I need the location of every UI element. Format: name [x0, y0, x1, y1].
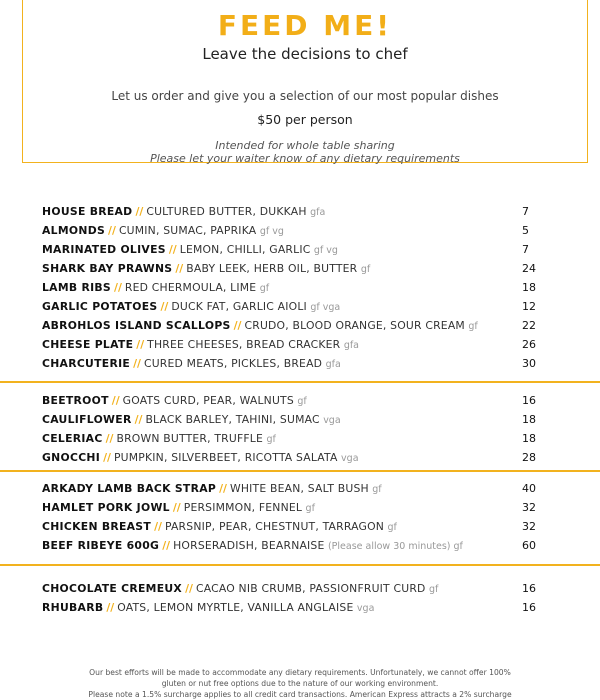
separator: // [160, 300, 169, 313]
dish-description: THREE CHEESES, BREAD CRACKER [147, 338, 341, 351]
dish-name: HAMLET PORK JOWL [42, 501, 170, 514]
feed-me-description: Let us order and give you a selection of our most popular dishes [111, 89, 499, 103]
dish-price: 28 [522, 451, 536, 464]
separator: // [162, 539, 171, 552]
menu-item [42, 499, 562, 517]
footer-line: gluten or nut free options due to the nature of our working environment. [161, 679, 439, 688]
section-divider [0, 470, 600, 472]
menu-item [42, 260, 562, 278]
menu-item [42, 430, 562, 448]
menu-item [42, 392, 562, 410]
separator: // [105, 432, 114, 445]
dish-price: 26 [522, 338, 536, 351]
dietary-tags: gf [468, 321, 478, 332]
dietary-tags: gf [259, 283, 270, 294]
dietary-tags: gf vg [313, 245, 338, 256]
dish-name: ALMONDS [42, 224, 106, 237]
separator: // [136, 338, 145, 351]
separator: // [185, 582, 193, 595]
dish-description: CULTURED BUTTER, DUKKAH [146, 205, 307, 218]
separator: // [168, 243, 177, 256]
dish-name: CHEESE PLATE [42, 338, 134, 351]
dish-description: BLACK BARLEY, TAHINI, SUMAC [145, 413, 320, 426]
feed-me-note-line1: Intended for whole table sharing [215, 139, 395, 152]
dietary-tags: gfa [325, 359, 341, 370]
footer-notice [40, 667, 560, 700]
dish-description: CURED MEATS, PICKLES, BREAD [143, 357, 323, 370]
dish-name: RHUBARB [42, 601, 104, 614]
menu-item [42, 203, 562, 221]
dietary-tags: (Please allow 30 minutes) gf [327, 541, 463, 552]
separator: // [172, 501, 181, 514]
dish-price: 30 [522, 357, 536, 370]
dish-price: 7 [522, 205, 529, 218]
dish-name: MARINATED OLIVES [42, 243, 166, 256]
feed-me-title: FEED ME! [217, 9, 393, 42]
menu-item [42, 411, 562, 429]
dish-name: BEETROOT [42, 394, 109, 407]
section-divider [0, 381, 600, 383]
dietary-tags: gf [428, 584, 439, 595]
feed-me-note [23, 139, 587, 165]
separator: // [114, 281, 122, 294]
dietary-tags: gf [305, 503, 315, 514]
dish-price: 32 [522, 520, 536, 533]
menu-item [42, 599, 562, 617]
menu-item [42, 580, 562, 598]
separator: // [106, 601, 115, 614]
feed-me-subtitle: Leave the decisions to chef [202, 45, 408, 63]
menu-item [42, 336, 562, 354]
separator: // [134, 413, 143, 426]
section-divider [0, 564, 600, 566]
dietary-tags: gfa [343, 340, 360, 351]
dish-description: PERSIMMON, FENNEL [183, 501, 303, 514]
dietary-tags: gf [297, 396, 307, 407]
dish-price: 16 [522, 582, 536, 595]
menu-item [42, 480, 562, 498]
dish-price: 7 [522, 243, 529, 256]
dish-description: PARSNIP, PEAR, CHESTNUT, TARRAGON [164, 520, 385, 533]
dish-name: ABROHLOS ISLAND SCALLOPS [42, 319, 231, 332]
dish-description: LEMON, CHILLI, GARLIC [179, 243, 311, 256]
dietary-tags: gfa [310, 207, 326, 218]
dietary-tags: gf [387, 522, 397, 533]
dish-price: 40 [522, 482, 536, 495]
menu-item [42, 241, 562, 259]
dietary-tags: gf vg [259, 226, 284, 237]
dish-name: CHARCUTERIE [42, 357, 131, 370]
footer-line: Please note a 1.5% surcharge applies to all credit card transactions. American Express attracts a 2% surcharge [88, 690, 512, 699]
dish-description: CRUDO, BLOOD ORANGE, SOUR CREAM [244, 319, 465, 332]
dish-price: 16 [522, 394, 536, 407]
menu-item [42, 518, 562, 536]
dish-name: GARLIC POTATOES [42, 300, 158, 313]
menu-item [42, 298, 562, 316]
feed-me-note-line2: Please let your waiter know of any dietary requirements [150, 152, 460, 165]
menu-item [42, 449, 562, 467]
dish-name: CELERIAC [42, 432, 103, 445]
dish-description: PUMPKIN, SILVERBEET, RICOTTA SALATA [113, 451, 338, 464]
separator: // [103, 451, 111, 464]
separator: // [133, 357, 141, 370]
dietary-tags: vga [356, 603, 375, 614]
dietary-tags: gf [360, 264, 371, 275]
dish-description: HORSERADISH, BEARNAISE [173, 539, 325, 552]
separator: // [154, 520, 162, 533]
separator: // [233, 319, 242, 332]
dish-name: CAULIFLOWER [42, 413, 132, 426]
footer-line: Our best efforts will be made to accommodate any dietary requirements. Unfortunately, we cannot offer 100% [89, 668, 511, 677]
menu-item [42, 222, 562, 240]
dish-name: CHOCOLATE CREMEUX [42, 582, 183, 595]
dish-description: DUCK FAT, GARLIC AIOLI [171, 300, 307, 313]
separator: // [108, 224, 116, 237]
dietary-tags: gf vga [310, 302, 341, 313]
menu-item [42, 537, 562, 555]
feed-me-box [22, 0, 588, 163]
separator: // [135, 205, 144, 218]
separator: // [111, 394, 120, 407]
dish-description: CUMIN, SUMAC, PAPRIKA [118, 224, 257, 237]
dish-price: 18 [522, 281, 536, 294]
dish-price: 32 [522, 501, 536, 514]
dietary-tags: vga [323, 415, 341, 426]
separator: // [175, 262, 184, 275]
dish-price: 16 [522, 601, 536, 614]
dish-name: LAMB RIBS [42, 281, 112, 294]
dish-name: SHARK BAY PRAWNS [42, 262, 173, 275]
dietary-tags: vga [341, 453, 359, 464]
dish-description: OATS, LEMON MYRTLE, VANILLA ANGLAISE [117, 601, 354, 614]
dish-description: WHITE BEAN, SALT BUSH [229, 482, 369, 495]
dish-name: HOUSE BREAD [42, 205, 133, 218]
dish-description: CACAO NIB CRUMB, PASSIONFRUIT CURD [195, 582, 426, 595]
dish-name: GNOCCHI [42, 451, 101, 464]
dish-price: 5 [522, 224, 529, 237]
dish-price: 18 [522, 413, 536, 426]
dietary-tags: gf [266, 434, 276, 445]
dish-price: 22 [522, 319, 536, 332]
menu-item [42, 317, 562, 335]
dish-name: CHICKEN BREAST [42, 520, 152, 533]
dietary-tags: gf [372, 484, 382, 495]
dish-description: RED CHERMOULA, LIME [124, 281, 257, 294]
dish-description: BROWN BUTTER, TRUFFLE [116, 432, 264, 445]
menu-item [42, 279, 562, 297]
dish-description: BABY LEEK, HERB OIL, BUTTER [186, 262, 358, 275]
dish-name: ARKADY LAMB BACK STRAP [42, 482, 217, 495]
dish-price: 12 [522, 300, 536, 313]
menu-item [42, 355, 562, 373]
dish-price: 60 [522, 539, 536, 552]
dish-description: GOATS CURD, PEAR, WALNUTS [122, 394, 294, 407]
separator: // [219, 482, 227, 495]
dish-price: 24 [522, 262, 536, 275]
dish-name: BEEF RIBEYE 600G [42, 539, 160, 552]
dish-price: 18 [522, 432, 536, 445]
feed-me-price: $50 per person [257, 112, 353, 127]
